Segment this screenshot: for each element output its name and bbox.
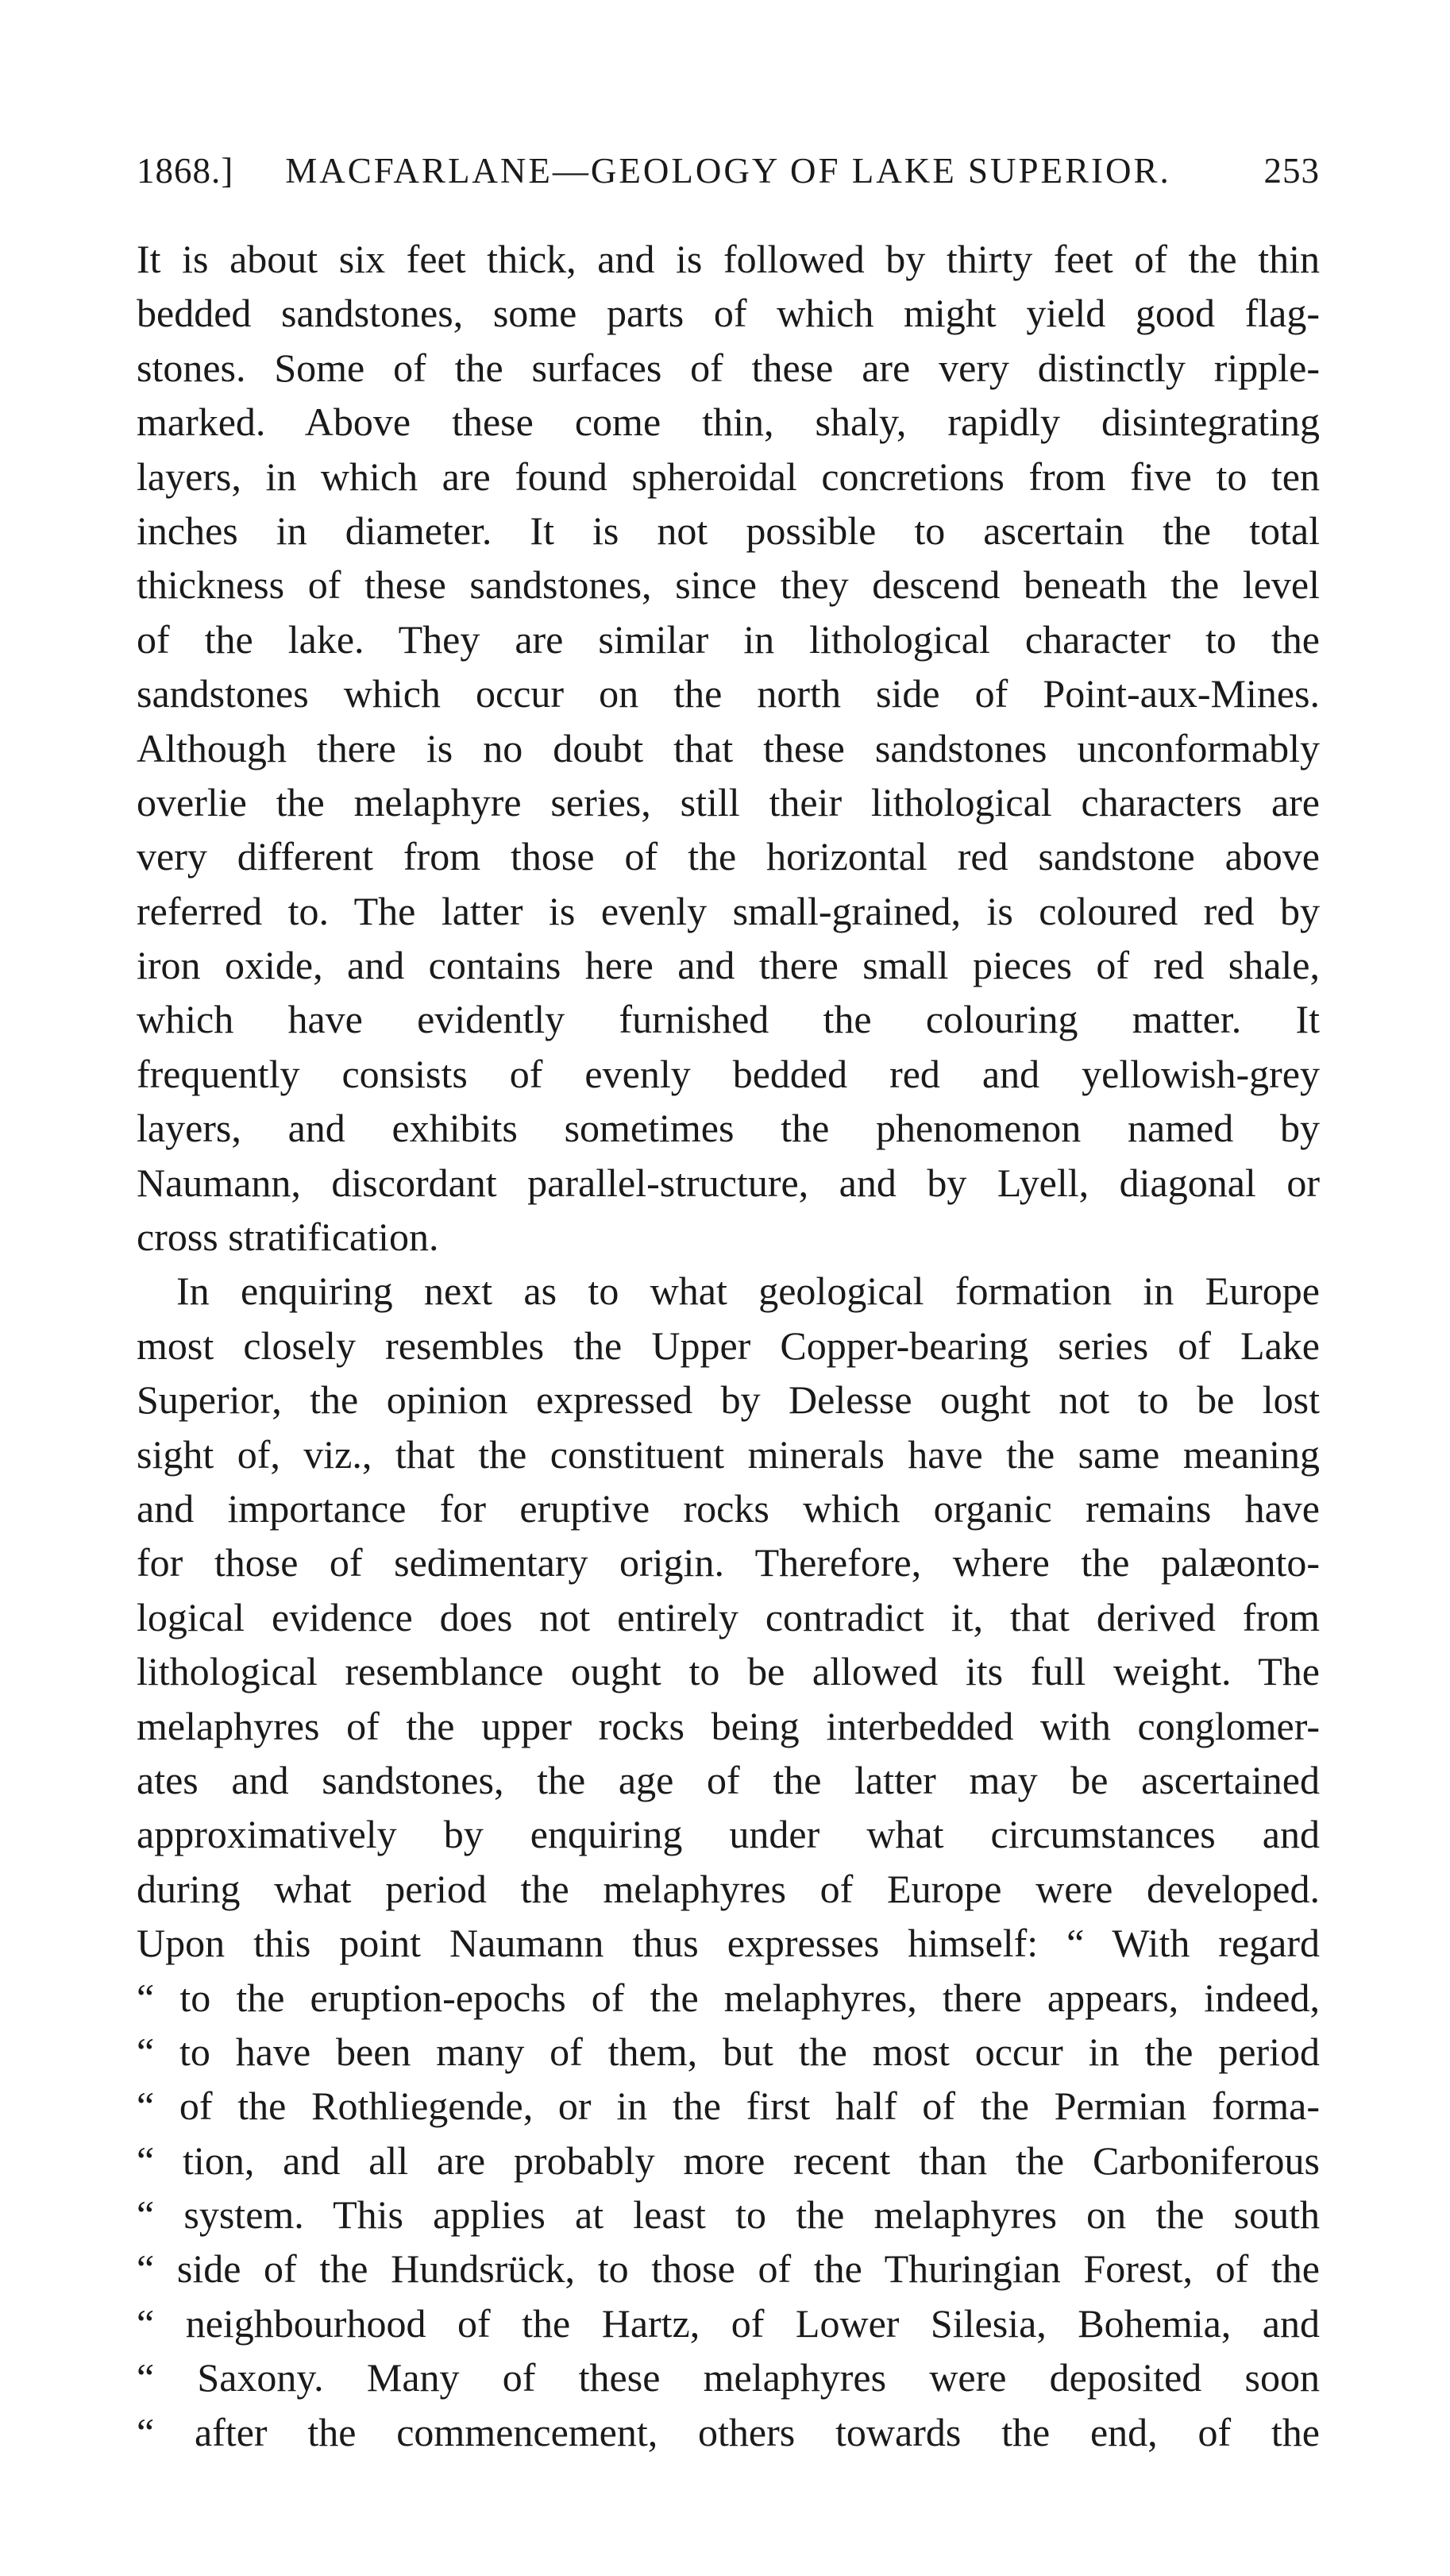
text-line: layers, and exhibits sometimes the phenomenon named by bbox=[137, 1106, 1320, 1151]
text-line: logical evidence does not entirely contradict it, that derived from bbox=[137, 1594, 1320, 1639]
text-line: melaphyres of the upper rocks being interbedded with conglomer- bbox=[137, 1703, 1320, 1748]
text-line: bedded sandstones, some parts of which might yield good flag- bbox=[137, 291, 1320, 336]
text-line: lithological resemblance ought to be allowed its full weight. The bbox=[137, 1649, 1320, 1694]
quote-line: “ system. This applies at least to the melaphyres on the south bbox=[137, 2192, 1320, 2238]
text-line: during what period the melaphyres of Europe were developed. bbox=[137, 1866, 1320, 1911]
running-head-title: MACFARLANE—GEOLOGY OF LAKE SUPERIOR. bbox=[285, 151, 1171, 191]
text-line: very different from those of the horizontal red sandstone above bbox=[137, 834, 1320, 879]
text-line: stones. Some of the surfaces of these are very distinctly ripple- bbox=[137, 345, 1320, 390]
text-line: sight of, viz., that the constituent minerals have the same meaning bbox=[137, 1431, 1320, 1477]
text-line: frequently consists of evenly bedded red and yellowish-grey bbox=[137, 1051, 1320, 1096]
body-text bbox=[137, 232, 1320, 2459]
paragraph-end-line: cross stratification. bbox=[137, 1215, 439, 1260]
quote-line: “ of the Rothliegende, or in the first half of the Permian forma- bbox=[137, 2084, 1320, 2129]
text-line: Upon this point Naumann thus expresses himself: “ With regard bbox=[137, 1921, 1320, 1966]
text-line: layers, in which are found spheroidal concretions from five to ten bbox=[137, 454, 1320, 499]
text-line: and importance for eruptive rocks which organic remains have bbox=[137, 1485, 1320, 1531]
text-line: for those of sedimentary origin. Therefore, where the palæonto- bbox=[137, 1540, 1320, 1585]
running-head bbox=[137, 143, 1320, 199]
running-head-year: 1868.] bbox=[137, 151, 234, 191]
text-line: approximatively by enquiring under what circumstances and bbox=[137, 1812, 1320, 1857]
quote-line: “ Saxony. Many of these melaphyres were deposited soon bbox=[137, 2355, 1320, 2400]
text-line: of the lake. They are similar in lithological character to the bbox=[137, 616, 1320, 662]
text-line: which have evidently furnished the colouring matter. It bbox=[137, 997, 1320, 1042]
text-line: iron oxide, and contains here and there small pieces of red shale, bbox=[137, 943, 1320, 988]
paragraph-start-line: In enquiring next as to what geological formation in Europe bbox=[176, 1269, 1320, 1314]
text-line: most closely resembles the Upper Copper-bearing series of Lake bbox=[137, 1323, 1320, 1368]
text-line: sandstones which occur on the north side of Point-aux-Mines. bbox=[137, 671, 1320, 716]
quote-line: “ tion, and all are probably more recent than the Carboniferous bbox=[137, 2138, 1320, 2183]
text-line: marked. Above these come thin, shaly, rapidly disintegrating bbox=[137, 400, 1320, 445]
quote-line: “ to the eruption-epochs of the melaphyres, there appears, indeed, bbox=[137, 1975, 1320, 2020]
quote-line: “ side of the Hundsrück, to those of the Thuringian Forest, of the bbox=[137, 2246, 1320, 2292]
text-line: thickness of these sandstones, since they descend beneath the level bbox=[137, 562, 1320, 608]
text-line: ates and sandstones, the age of the latter may be ascertained bbox=[137, 1757, 1320, 1802]
text-line: Although there is no doubt that these sandstones unconformably bbox=[137, 725, 1320, 770]
page-number: 253 bbox=[1263, 151, 1320, 191]
text-line: Superior, the opinion expressed by Delesse ought not to be lost bbox=[137, 1377, 1320, 1423]
text-line: inches in diameter. It is not possible to ascertain the total bbox=[137, 508, 1320, 553]
text-line: It is about six feet thick, and is followed by thirty feet of the thin bbox=[137, 237, 1320, 281]
quote-line: “ after the commencement, others towards the end, of the bbox=[137, 2409, 1320, 2454]
text-line: referred to. The latter is evenly small-grained, is coloured red by bbox=[137, 888, 1320, 933]
text-line: overlie the melaphyre series, still their lithological characters are bbox=[137, 779, 1320, 825]
text-line: Naumann, discordant parallel-structure, and by Lyell, diagonal or bbox=[137, 1160, 1320, 1205]
quote-line: “ neighbourhood of the Hartz, of Lower Silesia, Bohemia, and bbox=[137, 2300, 1320, 2346]
quote-line: “ to have been many of them, but the most occur in the period bbox=[137, 2029, 1320, 2074]
